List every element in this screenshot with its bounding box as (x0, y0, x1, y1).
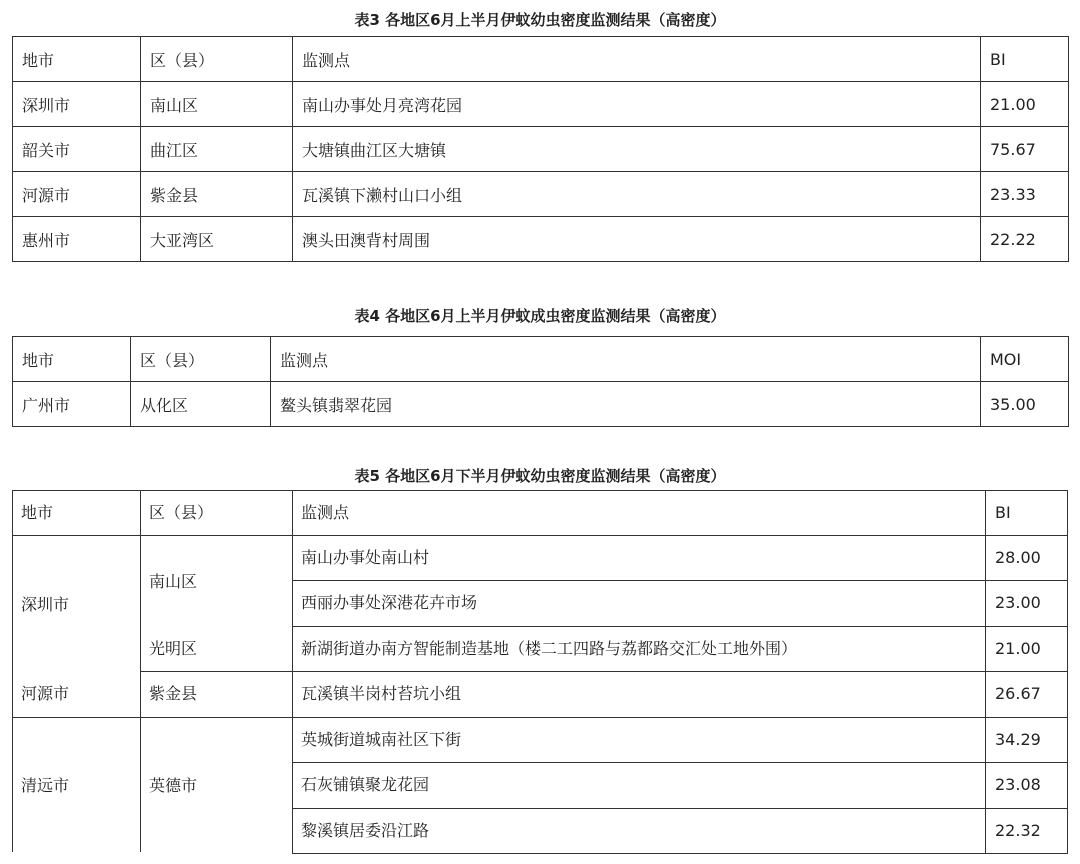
cell: 23.33 (981, 172, 1069, 217)
header-cell: 地市 (13, 37, 141, 82)
table3 (12, 36, 1069, 262)
cell: 75.67 (981, 127, 1069, 172)
header-cell: 监测点 (271, 337, 981, 382)
grid-line (140, 490, 141, 852)
grid-line (1067, 490, 1068, 853)
site-cell: 英城街道城南社区下街 (301, 730, 462, 749)
value-cell: 23.00 (995, 593, 1041, 612)
grid-line (12, 490, 13, 852)
district-cell: 紫金县 (149, 684, 198, 703)
header-cell: 监测点 (293, 37, 981, 82)
grid-line (985, 490, 986, 853)
table4-title: 表4 各地区6月上半月伊蚊成虫密度监测结果（高密度） (354, 307, 726, 325)
table-row (13, 382, 1069, 427)
cell: 21.00 (981, 82, 1069, 127)
cell: 澳头田澳背村周围 (293, 217, 981, 262)
cell: 鳌头镇翡翠花园 (271, 382, 981, 427)
city-cell: 河源市 (21, 684, 70, 703)
value-cell: 34.29 (995, 730, 1041, 749)
cell: 瓦溪镇下濑村山口小组 (293, 172, 981, 217)
value-cell: 23.08 (995, 775, 1041, 794)
cell: 从化区 (131, 382, 271, 427)
table4 (12, 336, 1069, 427)
grid-line (292, 580, 1068, 581)
table5-title: 表5 各地区6月下半月伊蚊幼虫密度监测结果（高密度） (354, 467, 726, 485)
grid-line (12, 535, 1068, 536)
header-cell: 监测点 (301, 503, 350, 522)
cell: 深圳市 (13, 82, 141, 127)
header-cell: 地市 (21, 503, 54, 522)
header-cell: 区（县） (131, 337, 271, 382)
cell: 南山办事处月亮湾花园 (293, 82, 981, 127)
grid-line (292, 626, 1068, 627)
site-cell: 瓦溪镇半岗村苔坑小组 (301, 684, 462, 703)
grid-line (292, 853, 1068, 854)
cell: 广州市 (13, 382, 131, 427)
grid-line (292, 808, 1068, 809)
cell: 大亚湾区 (141, 217, 293, 262)
site-cell: 西丽办事处深港花卉市场 (301, 593, 478, 612)
table-row (13, 217, 1069, 262)
header-cell: 区（县） (141, 37, 293, 82)
cell: 22.22 (981, 217, 1069, 262)
value-cell: 21.00 (995, 639, 1041, 658)
value-cell: 26.67 (995, 684, 1041, 703)
cell: 35.00 (981, 382, 1069, 427)
grid-line (12, 717, 1068, 718)
cell: 曲江区 (141, 127, 293, 172)
cell: 大塘镇曲江区大塘镇 (293, 127, 981, 172)
table-row (13, 82, 1069, 127)
grid-line (292, 490, 293, 853)
header-cell: MOI (981, 337, 1069, 382)
district-cell: 英德市 (149, 776, 198, 795)
city-cell: 深圳市 (21, 595, 70, 614)
cell: 韶关市 (13, 127, 141, 172)
grid-line (292, 762, 1068, 763)
table-header-row (13, 37, 1069, 82)
district-cell: 光明区 (149, 639, 198, 658)
cell: 紫金县 (141, 172, 293, 217)
header-cell: 区（县） (149, 503, 214, 522)
table-header-row (13, 337, 1069, 382)
cell: 河源市 (13, 172, 141, 217)
header-cell: 地市 (13, 337, 131, 382)
header-cell: BI (981, 37, 1069, 82)
value-cell: 28.00 (995, 548, 1041, 567)
site-cell: 石灰铺镇聚龙花园 (301, 775, 430, 794)
table3-title: 表3 各地区6月上半月伊蚊幼虫密度监测结果（高密度） (354, 11, 726, 29)
cell: 南山区 (141, 82, 293, 127)
table-row (13, 172, 1069, 217)
site-cell: 黎溪镇居委沿江路 (301, 821, 430, 840)
site-cell: 南山办事处南山村 (301, 548, 430, 567)
district-cell: 南山区 (149, 572, 198, 591)
city-cell: 清远市 (21, 776, 70, 795)
header-cell: BI (995, 503, 1011, 522)
site-cell: 新湖街道办南方智能制造基地（楼二工四路与荔都路交汇处工地外围） (301, 639, 798, 658)
table-row (13, 127, 1069, 172)
cell: 惠州市 (13, 217, 141, 262)
grid-line (12, 490, 1068, 491)
grid-line (140, 671, 1068, 672)
value-cell: 22.32 (995, 821, 1041, 840)
